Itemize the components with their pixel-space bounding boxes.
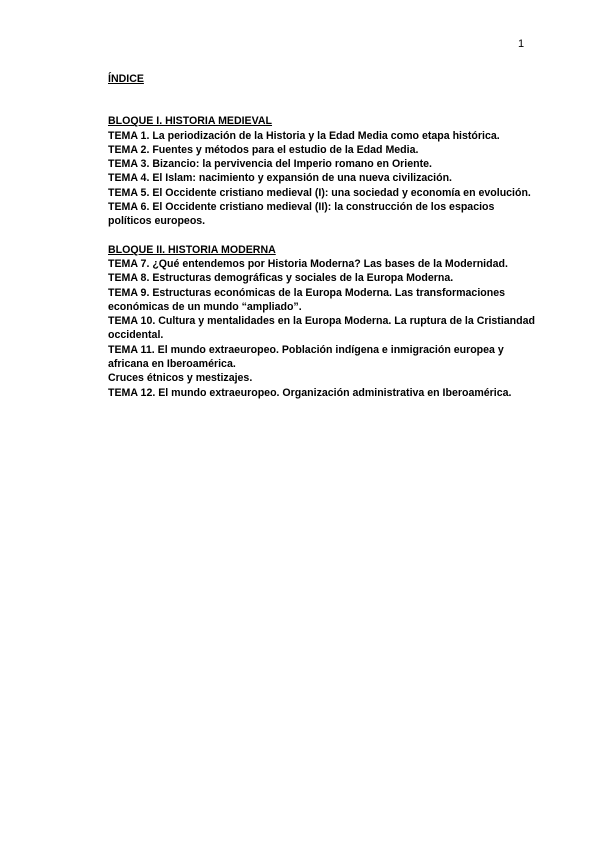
toc-entry: TEMA 7. ¿Qué entendemos por Historia Moderna? Las bases de la Modernidad.	[108, 257, 508, 270]
toc-entry: TEMA 9. Estructuras económicas de la Europa Moderna. Las transformaciones económicas de un mundo “ampliado”.	[108, 286, 505, 313]
toc-entry: Cruces étnicos y mestizajes.	[108, 372, 253, 385]
section-heading: BLOQUE I. HISTORIA MEDIEVAL	[108, 115, 273, 128]
section-historia-moderna	[108, 243, 540, 400]
toc-entry: TEMA 4. El Islam: nacimiento y expansión de una nueva civilización.	[108, 172, 453, 185]
section-heading: BLOQUE II. HISTORIA MODERNA	[108, 243, 276, 256]
table-of-contents	[108, 72, 540, 414]
section-historia-medieval	[108, 114, 540, 228]
toc-entry: TEMA 2. Fuentes y métodos para el estudio de la Edad Media.	[108, 143, 419, 156]
toc-entry: TEMA 5. El Occidente cristiano medieval (I): una sociedad y economía en evolución.	[108, 186, 531, 199]
page-number: 1	[518, 38, 525, 50]
toc-entry: TEMA 12. El mundo extraeuropeo. Organización administrativa en Iberoamérica.	[108, 386, 512, 399]
toc-entry: TEMA 3. Bizancio: la pervivencia del Imperio romano en Oriente.	[108, 158, 432, 171]
index-title: ÍNDICE	[108, 73, 144, 85]
toc-entry: TEMA 6. El Occidente cristiano medieval (II): la construcción de los espacios políticos europeos.	[108, 201, 495, 228]
toc-entry: TEMA 11. El mundo extraeuropeo. Población indígena e inmigración europea y africana en Iberoamérica.	[108, 343, 504, 371]
toc-entry: TEMA 10. Cultura y mentalidades en la Europa Moderna. La ruptura de la Cristiandad occidental.	[108, 315, 535, 342]
toc-entry: TEMA 8. Estructuras demográficas y sociales de la Europa Moderna.	[108, 272, 454, 285]
toc-entry: TEMA 1. La periodización de la Historia y la Edad Media como etapa histórica.	[108, 129, 500, 142]
